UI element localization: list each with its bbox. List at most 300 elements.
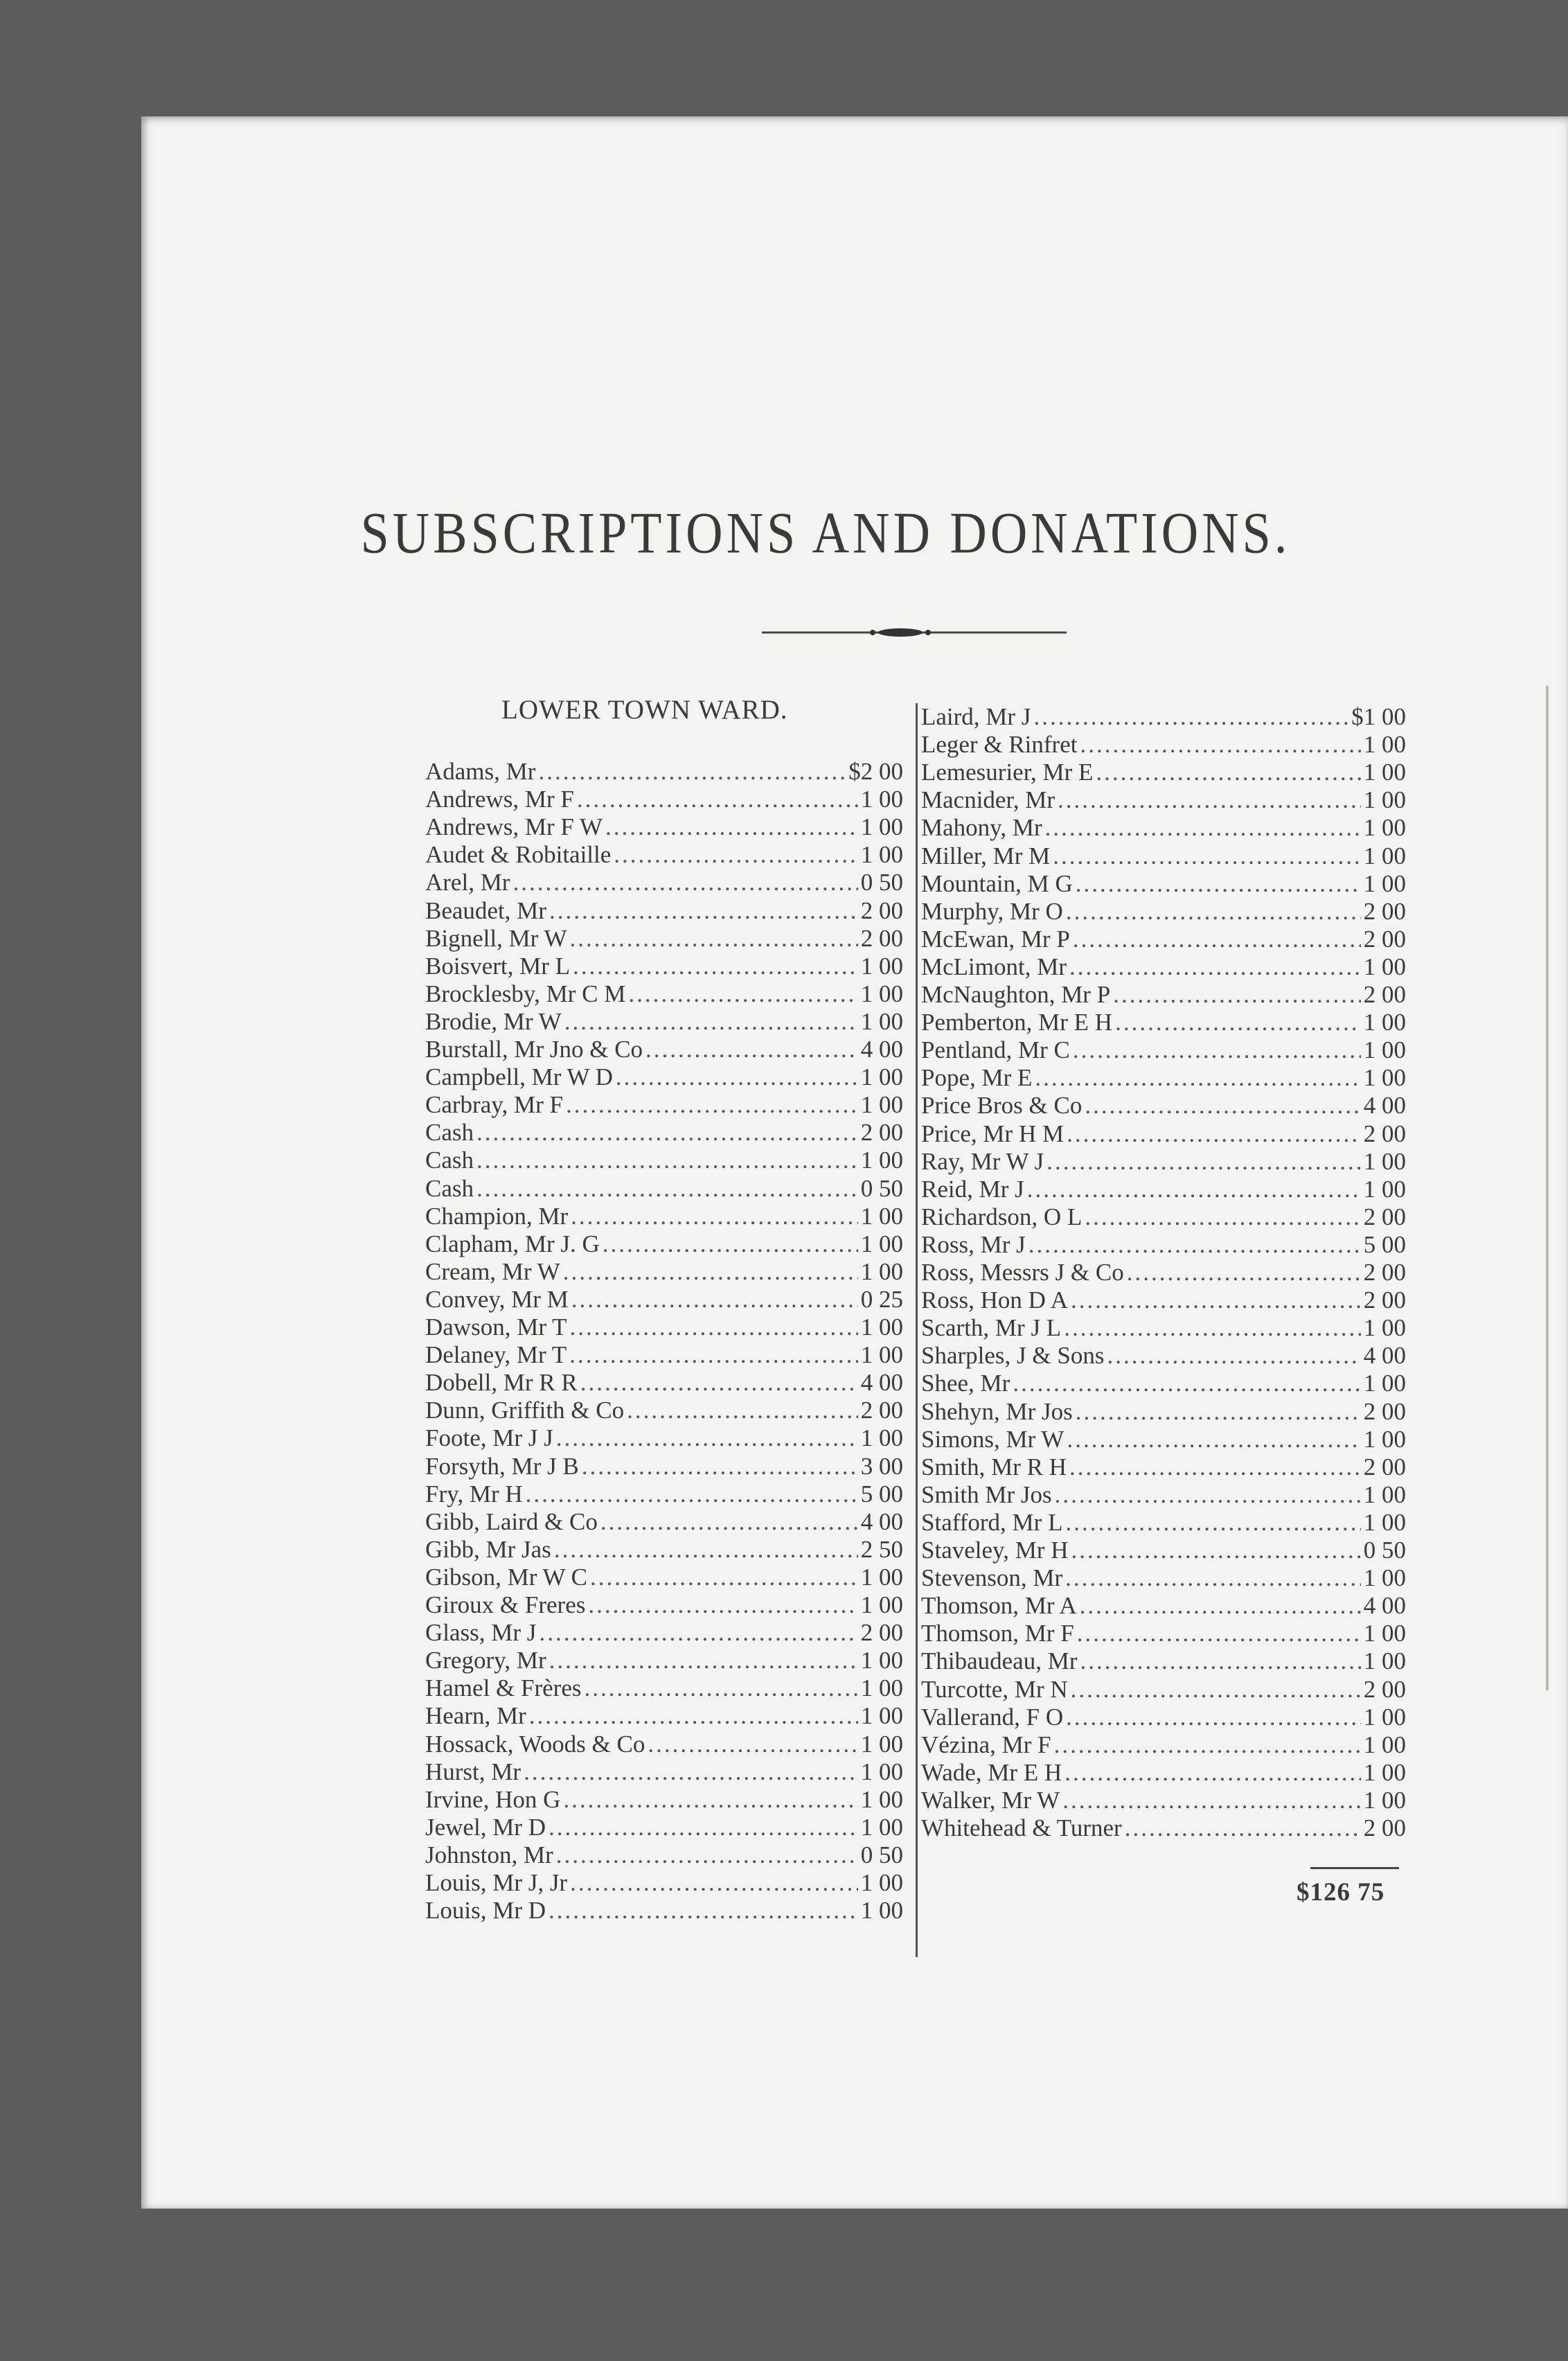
entry-amount: 0 25 — [860, 1285, 903, 1313]
entry-name: Ross, Hon D A — [921, 1286, 1068, 1314]
leader-dots — [513, 869, 857, 896]
entry-amount: 0 50 — [860, 869, 903, 896]
entry-name: Fry, Mr H — [425, 1480, 523, 1507]
leader-dots — [1035, 1064, 1360, 1092]
leader-dots — [549, 897, 858, 925]
entry-name: Carbray, Mr F — [425, 1091, 563, 1119]
entry-row — [425, 1258, 903, 1286]
entry-row — [921, 953, 1406, 981]
entry-row — [921, 1647, 1406, 1675]
entry-name: Stevenson, Mr — [921, 1564, 1063, 1592]
entry-amount: 2 00 — [860, 1619, 903, 1647]
entry-row — [425, 1591, 903, 1619]
total-amount: $126 75 — [1297, 1878, 1385, 1907]
leader-dots — [569, 925, 857, 953]
leader-dots — [590, 1564, 858, 1591]
entry-name: Beaudet, Mr — [425, 896, 546, 924]
entry-row — [425, 1230, 903, 1258]
entry-row — [425, 1480, 903, 1508]
entry-row — [425, 953, 903, 980]
entry-amount: 1 00 — [860, 1674, 903, 1702]
entry-name: Arel, Mr — [425, 869, 510, 896]
entry-name: Leger & Rinfret — [921, 731, 1078, 759]
entry-amount: 1 00 — [1363, 731, 1406, 759]
entry-row — [921, 703, 1406, 731]
leader-dots — [554, 1536, 858, 1564]
entry-row — [425, 1897, 903, 1925]
entry-row — [425, 1647, 903, 1674]
entry-row — [425, 1424, 903, 1452]
leader-dots — [1080, 1647, 1360, 1675]
entry-row — [425, 1702, 903, 1730]
leader-dots — [1045, 814, 1361, 842]
entry-name: Jewel, Mr D — [425, 1813, 546, 1841]
entry-name: Laird, Mr J — [921, 703, 1031, 730]
entry-name: Gibb, Mr Jas — [425, 1535, 551, 1563]
leader-dots — [563, 1258, 858, 1286]
entry-amount: 1 00 — [860, 1257, 903, 1285]
entry-name: Simons, Mr W — [921, 1425, 1064, 1453]
leader-dots — [1064, 1314, 1361, 1342]
leader-dots — [588, 1591, 857, 1619]
leader-dots — [1067, 1426, 1360, 1453]
entry-amount: 1 00 — [1363, 1370, 1406, 1397]
entry-name: Giroux & Freres — [425, 1591, 586, 1618]
entry-amount: 1 00 — [1363, 1064, 1406, 1092]
entry-row — [425, 1036, 903, 1063]
leader-dots — [539, 1619, 857, 1647]
entry-amount: 1 00 — [1363, 1564, 1406, 1592]
entry-row — [921, 1481, 1406, 1509]
entry-amount: 1 00 — [860, 1424, 903, 1452]
entry-amount: 1 00 — [1363, 1147, 1406, 1175]
entry-row — [425, 1564, 903, 1591]
entry-name: Clapham, Mr J. G — [425, 1230, 600, 1257]
entry-row — [921, 1148, 1406, 1176]
leader-dots — [549, 1647, 858, 1674]
entry-row — [425, 1091, 903, 1119]
entry-name: Gibb, Laird & Co — [425, 1507, 598, 1535]
entry-row — [425, 1841, 903, 1869]
entry-amount: 1 00 — [1363, 759, 1406, 786]
ornament-rule — [762, 622, 1067, 643]
leader-dots — [538, 758, 846, 786]
leader-dots — [1066, 898, 1361, 926]
entry-amount: 1 00 — [1363, 1480, 1406, 1508]
leader-dots — [524, 1758, 858, 1786]
entry-row — [425, 1147, 903, 1174]
entry-row — [921, 1398, 1406, 1426]
entry-amount: 1 00 — [1363, 1425, 1406, 1453]
entry-name: Richardson, O L — [921, 1203, 1083, 1230]
entry-amount: 1 00 — [860, 1702, 903, 1730]
entry-amount: 1 00 — [1363, 842, 1406, 869]
entry-amount: 2 00 — [1363, 1203, 1406, 1230]
entry-name: Champion, Mr — [425, 1202, 569, 1230]
leader-dots — [556, 1424, 858, 1452]
entry-amount: 1 00 — [860, 1147, 903, 1174]
entry-name: Johnston, Mr — [425, 1841, 553, 1868]
leader-dots — [605, 813, 858, 841]
entry-row — [921, 1676, 1406, 1704]
entry-amount: 2 00 — [1363, 1259, 1406, 1286]
leader-dots — [1067, 1120, 1361, 1148]
entry-amount: 1 00 — [860, 1869, 903, 1896]
entry-name: Reid, Mr J — [921, 1175, 1024, 1203]
entry-name: Glass, Mr J — [425, 1619, 537, 1647]
leader-dots — [645, 1036, 858, 1063]
entry-name: Stafford, Mr L — [921, 1508, 1063, 1536]
leader-dots — [1066, 1704, 1361, 1731]
entry-row — [425, 1731, 903, 1758]
leader-dots — [1080, 1592, 1361, 1620]
leader-dots — [563, 1786, 857, 1814]
page-edge — [1546, 686, 1549, 1690]
entry-amount: 1 00 — [860, 1341, 903, 1369]
leader-dots — [1062, 1787, 1361, 1814]
entry-row — [921, 1092, 1406, 1120]
entry-name: Andrews, Mr F W — [425, 813, 603, 841]
leader-dots — [1013, 1370, 1360, 1397]
entry-amount: 1 00 — [860, 1785, 903, 1813]
entry-name: Vallerand, F O — [921, 1703, 1064, 1731]
leader-dots — [476, 1119, 858, 1147]
entry-amount: 2 00 — [1363, 1397, 1406, 1425]
entry-row — [921, 981, 1406, 1009]
entry-row — [425, 1453, 903, 1480]
leader-dots — [571, 1286, 858, 1314]
entry-name: Thibaudeau, Mr — [921, 1647, 1078, 1675]
entry-name: Smith Mr Jos — [921, 1480, 1052, 1508]
leader-dots — [1071, 1537, 1361, 1564]
leader-dots — [1115, 1009, 1361, 1036]
entry-row — [425, 1674, 903, 1702]
entry-name: Boisvert, Mr L — [425, 952, 571, 980]
entry-name: Lemesurier, Mr E — [921, 759, 1094, 786]
entry-name: Whitehead & Turner — [921, 1814, 1122, 1841]
entry-name: Cream, Mr W — [425, 1257, 560, 1285]
entry-amount: 2 00 — [1363, 925, 1406, 953]
entry-amount: 1 00 — [860, 1314, 903, 1341]
entry-amount: 4 00 — [1363, 1092, 1406, 1120]
entry-name: Shehyn, Mr Jos — [921, 1397, 1073, 1425]
entry-amount: 1 00 — [1363, 1786, 1406, 1814]
entry-row — [921, 1203, 1406, 1231]
entry-row — [425, 1397, 903, 1424]
entry-name: Brodie, Mr W — [425, 1007, 562, 1035]
entry-name: Macnider, Mr — [921, 786, 1055, 814]
entry-name: Mountain, M G — [921, 869, 1073, 897]
entry-amount: 2 00 — [1363, 1453, 1406, 1480]
entry-row — [921, 1620, 1406, 1647]
leader-dots — [1085, 1203, 1360, 1231]
entry-amount: 2 00 — [1363, 1675, 1406, 1703]
leader-dots — [573, 953, 858, 980]
entry-name: Cash — [425, 1147, 474, 1174]
entry-name: Bignell, Mr W — [425, 924, 567, 952]
entry-row — [425, 1203, 903, 1230]
entry-row — [921, 1453, 1406, 1481]
entry-name: Cash — [425, 1174, 474, 1202]
entry-name: Miller, Mr M — [921, 842, 1051, 869]
entry-name: McNaughton, Mr P — [921, 981, 1111, 1008]
entry-amount: 1 00 — [1363, 1175, 1406, 1203]
leader-dots — [1113, 981, 1361, 1009]
leader-dots — [569, 1314, 857, 1341]
entry-amount: 1 00 — [860, 980, 903, 1007]
entry-amount: 2 00 — [860, 1397, 903, 1424]
entry-name: Price, Mr H M — [921, 1120, 1064, 1147]
entry-name: Forsyth, Mr J B — [425, 1452, 579, 1480]
entry-amount: 2 00 — [860, 896, 903, 924]
entry-amount: 2 00 — [860, 1119, 903, 1147]
leader-dots — [1069, 953, 1361, 981]
entry-amount: 3 00 — [860, 1452, 903, 1480]
entry-amount: 1 00 — [860, 786, 903, 813]
entry-row — [921, 1259, 1406, 1286]
entry-amount: 2 00 — [1363, 1286, 1406, 1314]
leader-dots — [1073, 1036, 1361, 1064]
entry-name: Adams, Mr — [425, 758, 536, 785]
entry-row — [921, 1370, 1406, 1397]
entry-name: Hurst, Mr — [425, 1758, 522, 1785]
leader-dots — [614, 841, 857, 869]
entry-amount: 2 00 — [1363, 981, 1406, 1008]
entry-row — [425, 1758, 903, 1786]
leader-dots — [476, 1175, 858, 1203]
entry-name: Campbell, Mr W D — [425, 1063, 613, 1091]
entry-row — [921, 1759, 1406, 1787]
entry-name: Gibson, Mr W C — [425, 1563, 588, 1591]
entry-name: Brocklesby, Mr C M — [425, 980, 626, 1007]
entry-name: Hearn, Mr — [425, 1702, 526, 1730]
entry-row — [425, 1869, 903, 1897]
entry-row — [425, 758, 903, 786]
entry-row — [425, 1814, 903, 1841]
leader-dots — [564, 1008, 858, 1036]
entry-row — [921, 1009, 1406, 1036]
entry-name: Walker, Mr W — [921, 1786, 1060, 1814]
leader-dots — [566, 1091, 858, 1119]
entry-row — [921, 731, 1406, 759]
leader-dots — [570, 1869, 858, 1897]
leader-dots — [1077, 1620, 1361, 1647]
entry-name: Staveley, Mr H — [921, 1537, 1069, 1564]
entry-amount: 1 00 — [1363, 1703, 1406, 1731]
entry-amount: 1 00 — [860, 952, 903, 980]
entry-amount: 1 00 — [860, 1758, 903, 1785]
entry-amount: 1 00 — [1363, 1620, 1406, 1647]
leader-dots — [1076, 870, 1361, 898]
entry-row — [921, 1564, 1406, 1592]
leader-dots — [582, 1453, 858, 1480]
leader-dots — [1055, 1481, 1361, 1509]
entry-name: Audet & Robitaille — [425, 841, 612, 869]
entry-row — [425, 869, 903, 896]
entry-name: Pentland, Mr C — [921, 1036, 1070, 1064]
entry-amount: 2 00 — [860, 924, 903, 952]
leader-dots — [1058, 786, 1361, 814]
entry-row — [425, 1175, 903, 1203]
entry-name: Irvine, Hon G — [425, 1785, 561, 1813]
leader-dots — [648, 1731, 857, 1758]
entry-row — [921, 898, 1406, 926]
leader-dots — [1065, 1564, 1361, 1592]
entry-name: Hamel & Frères — [425, 1674, 582, 1702]
entry-row — [921, 1814, 1406, 1842]
entry-row — [425, 1786, 903, 1814]
entry-amount: 4 00 — [860, 1369, 903, 1397]
entry-name: Foote, Mr J J — [425, 1424, 553, 1452]
leader-dots — [1085, 1092, 1360, 1120]
entry-row — [921, 1787, 1406, 1814]
entry-amount: $2 00 — [848, 758, 903, 785]
entry-amount: 1 00 — [860, 1230, 903, 1257]
leader-dots — [1107, 1342, 1360, 1370]
entry-amount: 1 00 — [1363, 1009, 1406, 1036]
leader-dots — [1046, 1148, 1360, 1176]
leader-dots — [1127, 1259, 1361, 1286]
entry-amount: 1 00 — [1363, 1758, 1406, 1786]
entry-row — [921, 1592, 1406, 1620]
entry-amount: 1 00 — [1363, 1508, 1406, 1536]
entry-row — [921, 1036, 1406, 1064]
entry-name: Louis, Mr D — [425, 1897, 546, 1925]
entry-row — [921, 786, 1406, 814]
leader-dots — [580, 1369, 858, 1397]
entry-row — [425, 1286, 903, 1314]
entry-amount: 1 00 — [1363, 814, 1406, 842]
leader-dots — [1080, 731, 1360, 759]
entry-name: Gregory, Mr — [425, 1647, 546, 1674]
entry-row — [921, 1509, 1406, 1537]
entry-amount: 1 00 — [1363, 1731, 1406, 1758]
leader-dots — [549, 1814, 858, 1841]
entry-row — [425, 925, 903, 953]
column-divider — [916, 703, 918, 1957]
entry-name: Price Bros & Co — [921, 1092, 1083, 1120]
leader-dots — [1076, 1398, 1361, 1426]
entry-name: Ross, Messrs J & Co — [921, 1259, 1124, 1286]
entry-amount: 1 00 — [860, 1591, 903, 1618]
entry-amount: 1 00 — [1363, 786, 1406, 814]
entry-row — [425, 786, 903, 813]
entry-amount: 1 00 — [860, 1063, 903, 1091]
leader-dots — [628, 980, 857, 1008]
entry-row — [425, 1063, 903, 1091]
total-rule — [1310, 1867, 1399, 1869]
entry-name: Thomson, Mr F — [921, 1620, 1074, 1647]
entry-amount: 1 00 — [860, 1897, 903, 1925]
leader-dots — [1054, 1731, 1361, 1759]
entry-name: Delaney, Mr T — [425, 1341, 567, 1369]
entry-row — [425, 897, 903, 925]
entry-amount: 4 00 — [860, 1507, 903, 1535]
entry-name: Wade, Mr E H — [921, 1758, 1062, 1786]
entry-amount: 2 00 — [1363, 1120, 1406, 1147]
entry-row — [921, 1731, 1406, 1759]
leader-dots — [1071, 1676, 1361, 1704]
entry-name: Shee, Mr — [921, 1370, 1010, 1397]
entry-row — [921, 1064, 1406, 1092]
leader-dots — [584, 1674, 857, 1702]
entry-name: Pemberton, Mr E H — [921, 1009, 1113, 1036]
leader-dots — [616, 1063, 858, 1091]
entry-amount: 1 00 — [860, 1563, 903, 1591]
entry-name: Dawson, Mr T — [425, 1314, 567, 1341]
entry-row — [921, 1537, 1406, 1564]
entry-name: Pope, Mr E — [921, 1064, 1033, 1092]
entry-name: Turcotte, Mr N — [921, 1675, 1068, 1703]
entry-name: Andrews, Mr F — [425, 786, 574, 813]
entry-row — [921, 1176, 1406, 1203]
entry-row — [425, 1536, 903, 1564]
leader-dots — [526, 1480, 858, 1508]
entry-name: Murphy, Mr O — [921, 897, 1063, 925]
entry-name: Sharples, J & Sons — [921, 1342, 1105, 1370]
entry-amount: $1 00 — [1351, 703, 1406, 730]
entry-amount: 0 50 — [860, 1841, 903, 1868]
entry-amount: 1 00 — [860, 1091, 903, 1119]
leader-dots — [1028, 1231, 1361, 1259]
entry-name: Scarth, Mr J L — [921, 1314, 1062, 1342]
entry-amount: 0 50 — [860, 1174, 903, 1202]
entry-row — [921, 1426, 1406, 1453]
entry-name: Cash — [425, 1119, 474, 1147]
leader-dots — [1064, 1759, 1361, 1787]
leader-dots — [1053, 842, 1361, 870]
entry-row — [921, 1704, 1406, 1731]
leader-dots — [1069, 1453, 1361, 1481]
leader-dots — [571, 1203, 858, 1230]
entry-row — [921, 1120, 1406, 1148]
entry-row — [425, 1119, 903, 1147]
entry-name: Ross, Mr J — [921, 1230, 1026, 1258]
leader-dots — [603, 1230, 858, 1258]
entry-row — [425, 1341, 903, 1369]
entry-amount: 1 00 — [860, 1730, 903, 1758]
leader-dots — [549, 1897, 858, 1925]
entry-row — [921, 814, 1406, 842]
entry-name: Dunn, Griffith & Co — [425, 1397, 625, 1424]
entry-amount: 1 00 — [1363, 869, 1406, 897]
entry-amount: 1 00 — [1363, 1036, 1406, 1064]
entry-amount: 2 50 — [860, 1535, 903, 1563]
entry-name: Thomson, Mr A — [921, 1592, 1077, 1620]
entry-amount: 1 00 — [1363, 1647, 1406, 1675]
entry-row — [921, 1342, 1406, 1370]
entry-amount: 4 00 — [1363, 1342, 1406, 1370]
leader-dots — [556, 1841, 858, 1869]
entry-row — [425, 1008, 903, 1036]
leader-dots — [1071, 1286, 1361, 1314]
entry-name: McEwan, Mr P — [921, 925, 1070, 953]
entry-row — [425, 1314, 903, 1341]
entry-amount: 1 00 — [1363, 1314, 1406, 1342]
entry-row — [425, 1369, 903, 1397]
entry-amount: 5 00 — [1363, 1230, 1406, 1258]
entry-name: Mahony, Mr — [921, 814, 1042, 842]
section-heading: LOWER TOWN WARD. — [501, 695, 788, 725]
entry-name: Convey, Mr M — [425, 1285, 569, 1313]
entry-amount: 1 00 — [860, 1202, 903, 1230]
entry-row — [425, 813, 903, 841]
leader-dots — [1033, 703, 1348, 731]
entry-row — [425, 980, 903, 1008]
leader-dots — [577, 786, 858, 813]
entry-name: McLimont, Mr — [921, 953, 1067, 980]
entry-amount: 5 00 — [860, 1480, 903, 1507]
